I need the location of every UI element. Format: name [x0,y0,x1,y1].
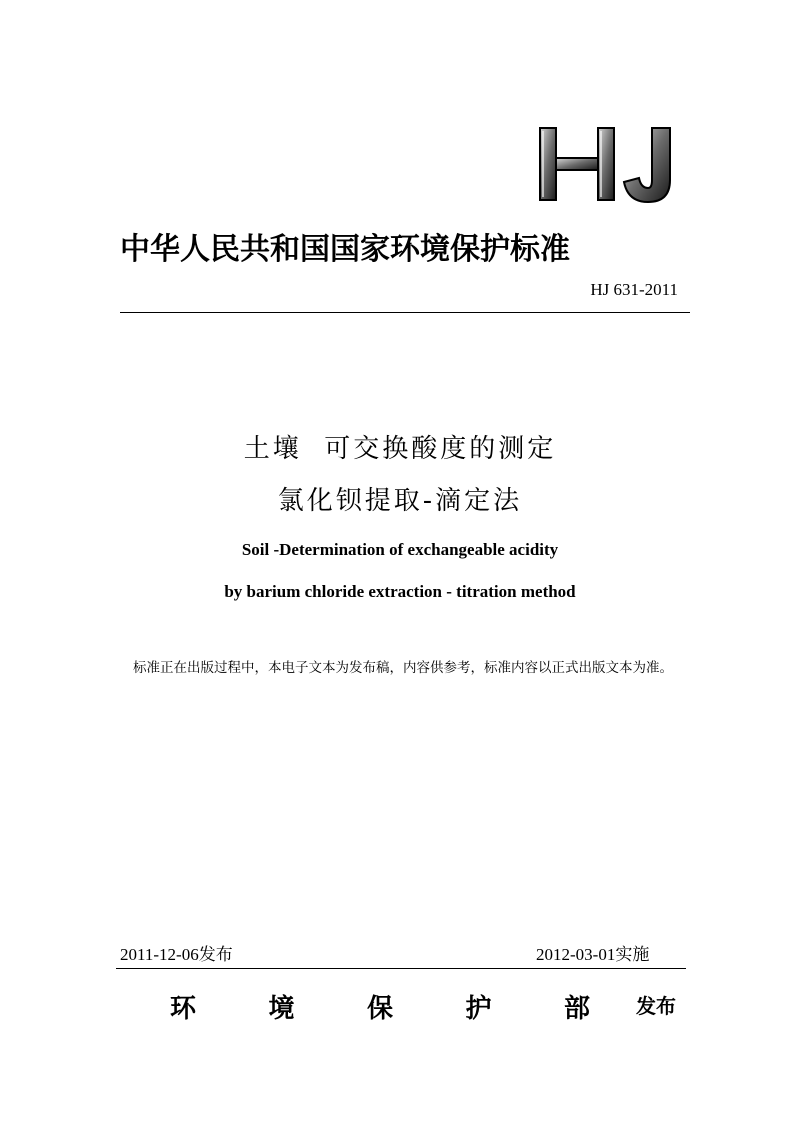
hj-logo [530,118,690,208]
standard-number: HJ 631-2011 [590,280,678,299]
logo-letter-j [624,128,670,202]
bottom-divider [116,968,686,969]
ministry-char: 保 [366,994,393,1024]
publish-label: 发布 [636,994,676,1018]
draft-notice: 标准正在出版过程中，本电子文本为发布稿，内容供参考，标准内容以正式出版文本为准。 [133,660,673,676]
english-title-line-2: by barium chloride extraction - titration method [224,582,576,601]
top-divider [120,312,690,313]
implementation-date: 2012-03-01实施 [536,945,650,964]
issue-date: 2011-12-06发布 [120,945,233,964]
chinese-title-line-1: 土壤 可交换酸度的测定 [243,434,557,464]
organization-title: 中华人民共和国国家环境保护标准 [120,232,570,267]
ministry-char: 护 [465,994,492,1024]
issuing-ministry [170,988,590,1025]
english-title-line-1: Soil -Determination of exchangeable acidity [241,540,559,559]
ministry-char: 环 [170,994,197,1024]
logo-letter-h [540,128,614,200]
chinese-title-line-2: 氯化钡提取-滴定法 [277,486,523,516]
ministry-char: 部 [563,994,590,1024]
ministry-char: 境 [268,994,295,1024]
